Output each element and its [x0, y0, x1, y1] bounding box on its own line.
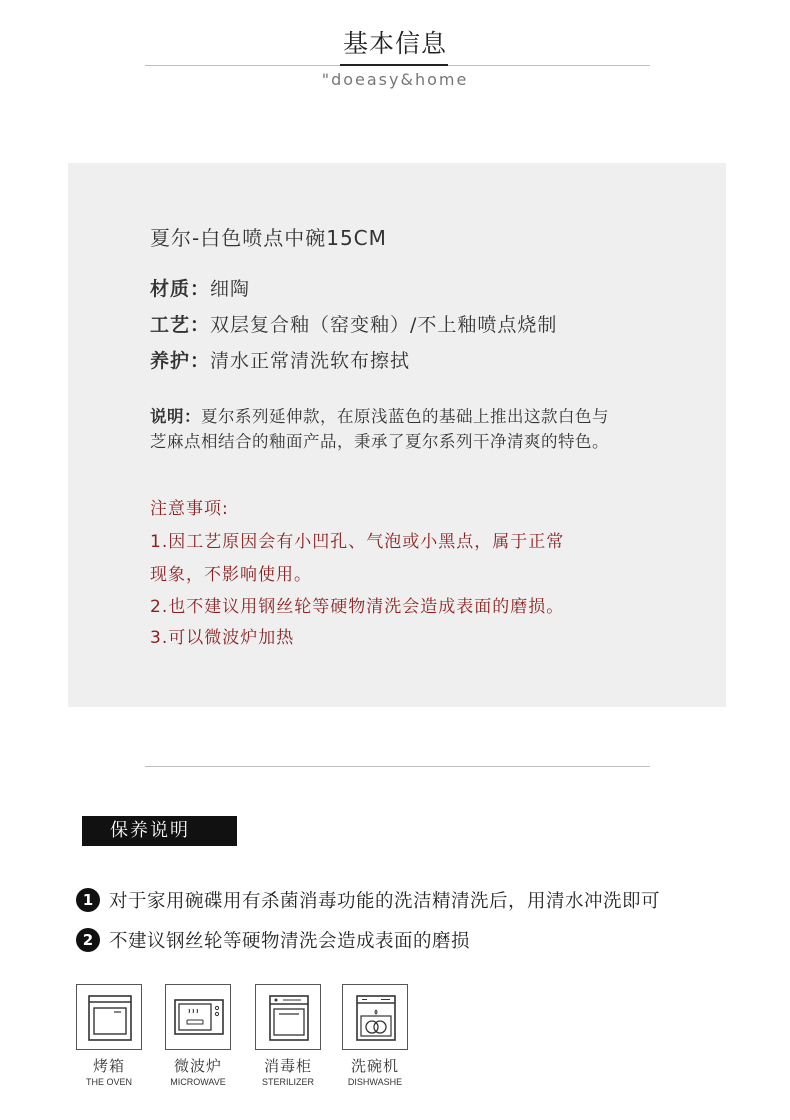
number-badge: 1 — [76, 888, 100, 912]
spec-value: 双层复合釉（窑变釉）/不上釉喷点烧制 — [210, 314, 558, 336]
appliance-label-en: STERILIZER — [261, 1077, 314, 1087]
appliance-label: 微波炉 — [173, 1057, 222, 1075]
care-text: 不建议钢丝轮等硬物清洗会造成表面的磨损 — [109, 931, 471, 952]
appliance-label: 烤箱 — [92, 1057, 125, 1075]
spec-key: 工艺： — [150, 314, 211, 336]
care-item — [76, 887, 660, 913]
spec-care — [150, 346, 410, 373]
appliance-label-en: MICROWAVE — [170, 1077, 226, 1087]
note-line: 1.因工艺原因会有小凹孔、气泡或小黑点，属于正常 — [150, 532, 565, 552]
spec-key: 养护： — [150, 350, 211, 372]
care-badge: 保养说明 — [82, 816, 237, 846]
care-text: 对于家用碗碟用有杀菌消毒功能的洗洁精清洗后，用清水冲洗即可 — [109, 891, 661, 912]
section-divider — [145, 766, 650, 767]
microwave-icon — [165, 984, 231, 1050]
appliance-label: 洗碗机 — [350, 1057, 399, 1075]
number-badge: 2 — [76, 928, 100, 952]
appliance-oven — [66, 984, 152, 1087]
oven-icon — [76, 984, 142, 1050]
note-line: 3.可以微波炉加热 — [150, 628, 295, 648]
note-line: 2.也不建议用钢丝轮等硬物清洗会造成表面的磨损。 — [150, 597, 565, 617]
appliance-dishwasher — [332, 984, 418, 1087]
appliance-label-en: DISHWASHE — [347, 1077, 403, 1087]
description-line-1: 夏尔系列延伸款，在原浅蓝色的基础上推出这款白色与 — [201, 407, 609, 426]
appliance-label-en: THE OVEN — [85, 1077, 132, 1087]
spec-material — [150, 274, 250, 301]
sterilizer-icon — [255, 984, 321, 1050]
note-line: 现象，不影响使用。 — [150, 565, 312, 585]
spec-craft — [150, 310, 557, 337]
notes-heading: 注意事项: — [150, 499, 229, 519]
spec-value: 细陶 — [210, 278, 251, 300]
appliance-sterilizer — [245, 984, 331, 1087]
appliance-microwave — [155, 984, 241, 1087]
appliance-label: 消毒柜 — [263, 1057, 312, 1075]
description-key: 说明： — [150, 407, 201, 426]
spec-value: 清水正常清洗软布擦拭 — [210, 350, 411, 372]
brand-subtitle: "doeasy&home — [321, 70, 469, 89]
product-name: 夏尔-白色喷点中碗15CM — [150, 226, 387, 250]
title-accent-line — [340, 64, 448, 66]
spec-key: 材质： — [150, 278, 211, 300]
description-line-2: 芝麻点相结合的釉面产品，秉承了夏尔系列干净清爽的特色。 — [150, 432, 609, 451]
product-description — [150, 404, 710, 454]
main-title: 基本信息 — [342, 29, 447, 58]
care-item — [76, 927, 470, 953]
dishwasher-icon — [342, 984, 408, 1050]
